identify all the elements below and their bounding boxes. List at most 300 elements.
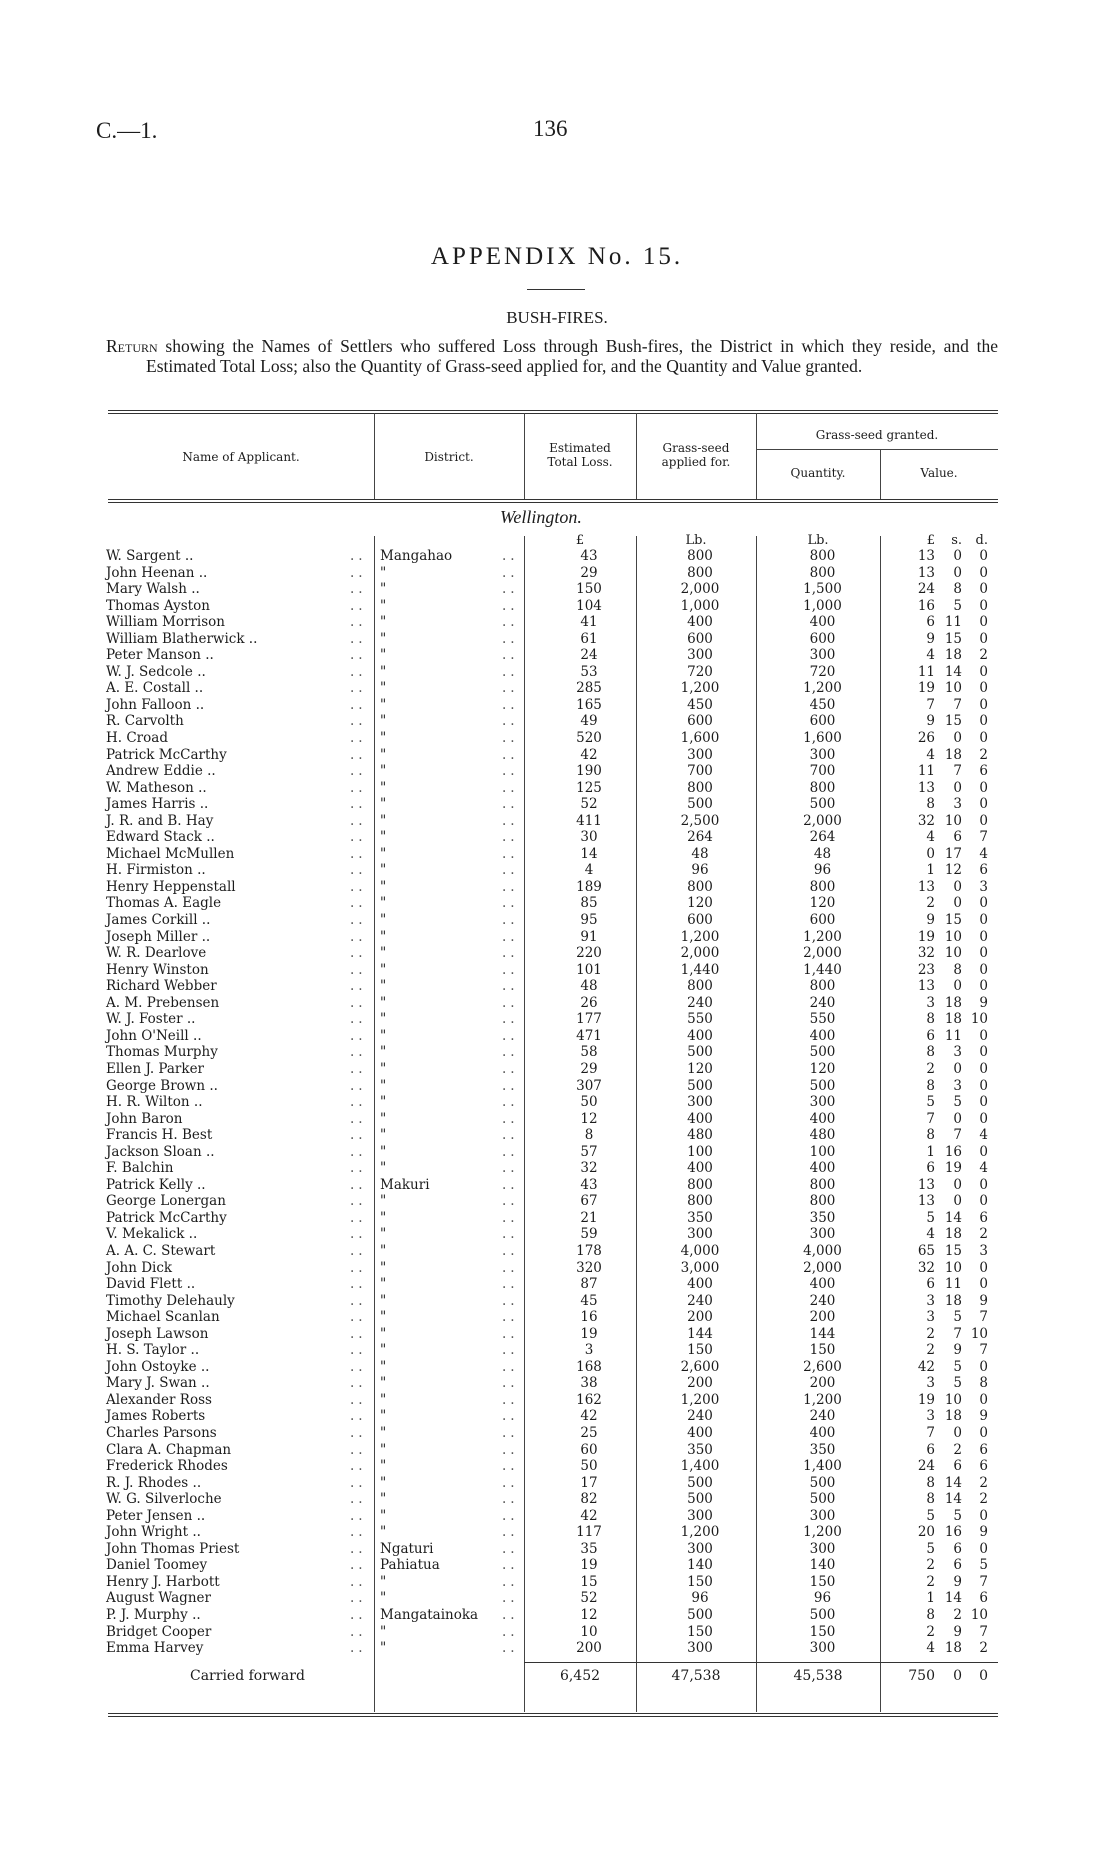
value-pounds: 2 <box>926 1573 935 1590</box>
seed-quantity-granted: 400 <box>809 1160 836 1177</box>
value-pounds: 8 <box>926 1044 935 1061</box>
leader-dots: .. <box>502 746 519 763</box>
estimated-loss: 101 <box>576 961 602 978</box>
applicant-name: Michael McMullen <box>106 845 235 862</box>
applicant-name: Mary Walsh .. <box>106 581 200 598</box>
estimated-loss: 52 <box>580 796 598 813</box>
value-shillings: 5 <box>953 1375 962 1392</box>
leader-dots: .. <box>350 779 367 796</box>
value-pence: 0 <box>979 614 988 631</box>
applicant-name: R. J. Rhodes .. <box>106 1474 202 1491</box>
value-shillings: 11 <box>944 1276 962 1293</box>
seed-applied: 500 <box>687 1044 713 1061</box>
leader-dots: .. <box>350 994 367 1011</box>
leader-dots: .. <box>350 1127 367 1144</box>
value-shillings: 5 <box>953 1309 962 1326</box>
leader-dots: .. <box>502 1474 519 1491</box>
estimated-loss: 16 <box>580 1309 598 1326</box>
estimated-loss: 42 <box>580 1507 598 1524</box>
estimated-loss: 61 <box>580 630 598 647</box>
district-name: " <box>380 1408 387 1425</box>
table-row <box>0 1127 1114 1144</box>
seed-quantity-granted: 300 <box>809 746 836 763</box>
applicant-name: Andrew Eddie .. <box>106 763 216 780</box>
leader-dots: .. <box>502 1441 519 1458</box>
value-pence: 0 <box>979 961 988 978</box>
seed-applied: 400 <box>687 1027 713 1044</box>
estimated-loss: 29 <box>580 564 598 581</box>
applicant-name: Edward Stack .. <box>106 829 215 846</box>
value-pence: 0 <box>979 663 988 680</box>
estimated-loss: 177 <box>576 1011 602 1028</box>
seed-applied: 300 <box>687 647 713 664</box>
leader-dots: .. <box>350 1077 367 1094</box>
table-top-rule-inner <box>108 413 998 414</box>
value-pounds: 24 <box>917 1458 935 1475</box>
seed-quantity-granted: 800 <box>809 779 836 796</box>
applicant-name: W. Sargent .. <box>106 548 194 564</box>
district-name: " <box>380 1342 387 1359</box>
leader-dots: .. <box>502 564 519 581</box>
value-pence: 9 <box>979 1408 988 1425</box>
estimated-loss: 4 <box>584 862 594 879</box>
table-row <box>0 1491 1114 1508</box>
value-pounds: 4 <box>926 1226 935 1243</box>
value-pence: 0 <box>979 630 988 647</box>
table-row <box>0 1392 1114 1409</box>
leader-dots: .. <box>350 1623 367 1640</box>
total-rule-loss <box>524 1662 636 1663</box>
seed-quantity-granted: 2,600 <box>803 1358 842 1375</box>
value-shillings: 14 <box>944 1474 962 1491</box>
value-shillings: 0 <box>953 978 962 995</box>
column-divider <box>756 413 757 499</box>
unit-loss: £ <box>575 533 585 548</box>
estimated-loss: 220 <box>576 945 602 962</box>
leader-dots: .. <box>502 928 519 945</box>
seed-applied: 800 <box>687 978 713 995</box>
value-pounds: 4 <box>926 829 935 846</box>
table-row <box>0 1078 1114 1095</box>
district-name: " <box>380 630 387 647</box>
col-header-loss-line1: Estimated <box>549 441 611 455</box>
applicant-name: George Lonergan <box>106 1193 226 1210</box>
value-pence: 0 <box>979 564 988 581</box>
value-pounds: 2 <box>926 1623 935 1640</box>
district-name: " <box>380 961 387 978</box>
leader-dots: .. <box>350 1309 367 1326</box>
table-row <box>0 995 1114 1012</box>
seed-applied: 300 <box>687 1540 713 1557</box>
value-pence: 9 <box>979 1292 988 1309</box>
seed-applied: 150 <box>687 1623 713 1640</box>
applicant-name: John Ostoyke .. <box>106 1358 210 1375</box>
value-pounds: 5 <box>926 1507 935 1524</box>
district-name: " <box>380 1590 387 1607</box>
value-pounds: 3 <box>926 1292 935 1309</box>
seed-quantity-granted: 350 <box>809 1441 836 1458</box>
value-pence: 0 <box>979 730 988 747</box>
col-header-name: Name of Applicant. <box>182 450 300 464</box>
value-pounds: 20 <box>917 1524 935 1541</box>
leader-dots: .. <box>350 1259 367 1276</box>
applicant-name: Henry J. Harbott <box>106 1573 220 1590</box>
district-name: " <box>380 945 387 962</box>
table-bottom-rule-inner <box>108 1716 998 1717</box>
value-pounds: 6 <box>926 1276 935 1293</box>
value-shillings: 11 <box>944 1027 962 1044</box>
seed-applied: 400 <box>687 1424 713 1441</box>
table-row <box>0 747 1114 764</box>
value-shillings: 14 <box>944 1590 962 1607</box>
seed-quantity-granted: 600 <box>809 713 836 730</box>
seed-applied: 800 <box>687 1193 713 1210</box>
value-shillings: 17 <box>944 845 962 862</box>
applicant-name: Henry Heppenstall <box>106 878 236 895</box>
district-name: " <box>380 1441 387 1458</box>
seed-quantity-granted: 800 <box>809 878 836 895</box>
seed-quantity-granted: 4,000 <box>803 1242 842 1259</box>
table-row <box>0 1425 1114 1442</box>
seed-quantity-granted: 500 <box>809 1044 836 1061</box>
value-pounds: 4 <box>926 647 935 664</box>
leader-dots: .. <box>350 1226 367 1243</box>
table-row <box>0 945 1114 962</box>
applicant-name: Clara A. Chapman <box>106 1441 232 1458</box>
value-shillings: 18 <box>944 1640 962 1657</box>
table-row <box>0 1177 1114 1194</box>
unit-shillings: s. <box>951 533 962 548</box>
district-name: " <box>380 1226 387 1243</box>
estimated-loss: 59 <box>580 1226 598 1243</box>
seed-applied: 800 <box>687 878 713 895</box>
value-pence: 10 <box>970 1325 988 1342</box>
carried-forward-label: Carried forward <box>190 1668 305 1684</box>
estimated-loss: 25 <box>580 1424 598 1441</box>
leader-dots: .. <box>502 1276 519 1293</box>
seed-applied: 4,000 <box>680 1242 720 1259</box>
applicant-name: Mary J. Swan .. <box>106 1375 210 1392</box>
leader-dots: .. <box>502 663 519 680</box>
value-pence: 0 <box>979 928 988 945</box>
leader-dots: .. <box>350 796 367 813</box>
value-shillings: 9 <box>953 1573 962 1590</box>
leader-dots: .. <box>350 1110 367 1127</box>
estimated-loss: 15 <box>580 1573 598 1590</box>
leader-dots: .. <box>502 548 519 564</box>
col-header-loss <box>524 441 636 469</box>
value-shillings: 3 <box>953 1044 962 1061</box>
district-name: " <box>380 928 387 945</box>
value-pence: 10 <box>970 1011 988 1028</box>
value-pence: 0 <box>979 1259 988 1276</box>
seed-applied: 500 <box>687 1491 713 1508</box>
table-row <box>0 1590 1114 1607</box>
leader-dots: .. <box>350 1640 367 1657</box>
table-row <box>0 962 1114 979</box>
table-row <box>0 614 1114 631</box>
leader-dots: .. <box>350 1242 367 1259</box>
estimated-loss: 12 <box>580 1110 598 1127</box>
value-pence: 0 <box>979 1193 988 1210</box>
value-pounds: 24 <box>917 581 935 598</box>
estimated-loss: 19 <box>580 1557 598 1574</box>
seed-quantity-granted: 48 <box>813 845 832 862</box>
estimated-loss: 189 <box>576 878 602 895</box>
estimated-loss: 411 <box>576 812 602 829</box>
col-header-loss-line2: Total Loss. <box>547 455 613 469</box>
value-pounds: 3 <box>926 1408 935 1425</box>
value-pounds: 6 <box>926 1160 935 1177</box>
district-name: " <box>380 1325 387 1342</box>
title-divider <box>527 289 585 290</box>
value-pounds: 19 <box>917 680 935 697</box>
value-pounds: 9 <box>926 912 935 929</box>
total-pence: 0 <box>979 1668 988 1684</box>
value-shillings: 15 <box>944 912 962 929</box>
value-shillings: 6 <box>953 829 962 846</box>
seed-applied: 300 <box>687 1507 713 1524</box>
leader-dots: .. <box>350 1441 367 1458</box>
leader-dots: .. <box>350 1011 367 1028</box>
col-header-quantity: Quantity. <box>790 466 846 480</box>
district-name: " <box>380 1193 387 1210</box>
value-shillings: 18 <box>944 994 962 1011</box>
value-shillings: 2 <box>953 1607 962 1623</box>
value-pence: 0 <box>979 912 988 929</box>
return-description <box>108 336 998 376</box>
leader-dots: .. <box>502 862 519 879</box>
value-pounds: 1 <box>926 1143 935 1160</box>
district-name: " <box>380 581 387 598</box>
seed-applied: 1,600 <box>680 730 720 747</box>
seed-quantity-granted: 800 <box>809 978 836 995</box>
value-pence: 5 <box>979 1557 988 1574</box>
applicant-name: John Wright .. <box>106 1524 201 1541</box>
seed-applied: 1,400 <box>680 1458 720 1475</box>
seed-quantity-granted: 400 <box>809 1424 836 1441</box>
estimated-loss: 49 <box>580 713 598 730</box>
district-name: Mangatainoka <box>380 1607 479 1623</box>
district-name: " <box>380 895 387 912</box>
district-name: " <box>380 1491 387 1508</box>
seed-applied: 450 <box>687 696 713 713</box>
district-name: Ngaturi <box>380 1540 434 1557</box>
seed-applied: 550 <box>687 1011 713 1028</box>
table-row <box>0 1508 1114 1525</box>
district-name: " <box>380 1474 387 1491</box>
table-row <box>0 1475 1114 1492</box>
estimated-loss: 12 <box>580 1607 598 1623</box>
leader-dots: .. <box>350 1342 367 1359</box>
unit-applied: Lb. <box>685 533 707 548</box>
seed-quantity-granted: 240 <box>809 994 836 1011</box>
applicant-name: J. R. and B. Hay <box>106 812 214 829</box>
leader-dots: .. <box>350 1193 367 1210</box>
estimated-loss: 190 <box>576 763 602 780</box>
table-row <box>0 1326 1114 1343</box>
leader-dots: .. <box>350 696 367 713</box>
leader-dots: .. <box>350 614 367 631</box>
table-row <box>0 1359 1114 1376</box>
applicant-name: Richard Webber <box>106 978 217 995</box>
leader-dots: .. <box>350 763 367 780</box>
seed-applied: 140 <box>687 1557 713 1574</box>
value-shillings: 10 <box>944 945 962 962</box>
leader-dots: .. <box>502 647 519 664</box>
leader-dots: .. <box>350 1573 367 1590</box>
value-shillings: 3 <box>953 1077 962 1094</box>
leader-dots: .. <box>502 696 519 713</box>
seed-quantity-granted: 120 <box>809 895 836 912</box>
value-pence: 0 <box>979 1143 988 1160</box>
col-header-district: District. <box>424 450 474 464</box>
district-name: " <box>380 1524 387 1541</box>
applicant-name: John Thomas Priest <box>106 1540 240 1557</box>
applicant-name: A. M. Prebensen <box>106 994 220 1011</box>
value-pounds: 3 <box>926 1375 935 1392</box>
seed-applied: 1,000 <box>680 597 720 614</box>
estimated-loss: 30 <box>580 829 598 846</box>
leader-dots: .. <box>350 1424 367 1441</box>
district-name: " <box>380 1127 387 1144</box>
leader-dots: .. <box>502 812 519 829</box>
leader-dots: .. <box>350 1325 367 1342</box>
applicant-name: Francis H. Best <box>106 1127 213 1144</box>
value-shillings: 19 <box>944 1160 962 1177</box>
seed-applied: 240 <box>687 1408 713 1425</box>
table-row <box>0 548 1114 565</box>
applicant-name: Thomas A. Eagle <box>106 895 222 912</box>
applicant-name: H. S. Taylor .. <box>106 1342 200 1359</box>
table-row <box>0 1276 1114 1293</box>
table-row <box>0 1044 1114 1061</box>
value-pence: 6 <box>979 1209 988 1226</box>
district-name: " <box>380 994 387 1011</box>
seed-applied: 144 <box>687 1325 713 1342</box>
seed-quantity-granted: 144 <box>809 1325 836 1342</box>
applicant-name: W. J. Foster .. <box>106 1011 196 1028</box>
leader-dots: .. <box>502 1375 519 1392</box>
leader-dots: .. <box>502 878 519 895</box>
value-shillings: 10 <box>944 680 962 697</box>
value-shillings: 6 <box>953 1540 962 1557</box>
seed-applied: 480 <box>687 1127 713 1144</box>
value-pounds: 7 <box>926 1110 935 1127</box>
leader-dots: .. <box>502 1176 519 1193</box>
value-pence: 0 <box>979 1276 988 1293</box>
value-shillings: 18 <box>944 1292 962 1309</box>
leader-dots: .. <box>350 1358 367 1375</box>
value-shillings: 0 <box>953 1193 962 1210</box>
value-pence: 0 <box>979 581 988 598</box>
value-shillings: 14 <box>944 1209 962 1226</box>
seed-applied: 350 <box>687 1441 713 1458</box>
value-pounds: 8 <box>926 1077 935 1094</box>
value-shillings: 0 <box>953 1424 962 1441</box>
value-pounds: 32 <box>917 812 935 829</box>
value-shillings: 16 <box>944 1143 962 1160</box>
seed-applied: 300 <box>687 1094 713 1111</box>
leader-dots: .. <box>502 1540 519 1557</box>
table-row <box>0 1028 1114 1045</box>
leader-dots: .. <box>502 1640 519 1657</box>
table-row <box>0 796 1114 813</box>
estimated-loss: 52 <box>580 1590 598 1607</box>
seed-applied: 96 <box>691 1590 709 1607</box>
leader-dots: .. <box>502 895 519 912</box>
leader-dots: .. <box>502 680 519 697</box>
leader-dots: .. <box>502 912 519 929</box>
estimated-loss: 3 <box>584 1342 594 1359</box>
seed-applied: 600 <box>687 713 713 730</box>
leader-dots: .. <box>502 1209 519 1226</box>
leader-dots: .. <box>350 812 367 829</box>
seed-applied: 400 <box>687 1276 713 1293</box>
district-name: Mangahao <box>380 548 453 564</box>
applicant-name: Joseph Miller .. <box>106 928 211 945</box>
applicant-name: A. E. Costall .. <box>106 680 204 697</box>
value-pounds: 42 <box>917 1358 935 1375</box>
value-shillings: 18 <box>944 1226 962 1243</box>
seed-quantity-granted: 2,000 <box>803 1259 842 1276</box>
district-name: " <box>380 1276 387 1293</box>
estimated-loss: 82 <box>580 1491 598 1508</box>
leader-dots: .. <box>350 1044 367 1061</box>
applicant-name: Thomas Murphy <box>106 1044 218 1061</box>
estimated-loss: 162 <box>576 1391 602 1408</box>
estimated-loss: 60 <box>580 1441 598 1458</box>
applicant-name: Peter Manson .. <box>106 647 214 664</box>
value-pounds: 1 <box>926 1590 935 1607</box>
estimated-loss: 42 <box>580 1408 598 1425</box>
seed-quantity-granted: 200 <box>809 1375 836 1392</box>
estimated-loss: 168 <box>576 1358 602 1375</box>
district-name: " <box>380 978 387 995</box>
district-name: " <box>380 1094 387 1111</box>
leader-dots: .. <box>502 1391 519 1408</box>
col-header-value: Value. <box>920 466 958 480</box>
seed-quantity-granted: 600 <box>809 912 836 929</box>
district-name: " <box>380 1077 387 1094</box>
applicant-name: Thomas Ayston <box>106 597 210 614</box>
total-loss: 6,452 <box>559 1668 601 1684</box>
leader-dots: .. <box>350 680 367 697</box>
value-pounds: 9 <box>926 630 935 647</box>
granted-subheader-rule <box>756 449 998 450</box>
estimated-loss: 8 <box>584 1127 594 1144</box>
seed-quantity-granted: 2,000 <box>803 812 842 829</box>
estimated-loss: 17 <box>580 1474 598 1491</box>
value-pence: 0 <box>979 1176 988 1193</box>
district-name: " <box>380 1110 387 1127</box>
seed-quantity-granted: 264 <box>809 829 836 846</box>
value-shillings: 3 <box>953 796 962 813</box>
value-pounds: 32 <box>917 1259 935 1276</box>
value-pounds: 11 <box>917 663 935 680</box>
table-row <box>0 565 1114 582</box>
value-shillings: 8 <box>953 961 962 978</box>
return-text: showing the Names of Settlers who suffered Loss through Bush-fires, the District in which they reside, and the Estimated Total Loss; also the Quantity of Grass-seed applied for, and the Quantity and Value granted. <box>146 336 998 376</box>
seed-applied: 1,200 <box>680 680 720 697</box>
leader-dots: .. <box>502 1292 519 1309</box>
value-pence: 4 <box>979 1127 988 1144</box>
seed-quantity-granted: 400 <box>809 1027 836 1044</box>
value-shillings: 7 <box>953 696 962 713</box>
district-name: " <box>380 1424 387 1441</box>
total-rule-qty <box>756 1662 880 1663</box>
table-row <box>0 647 1114 664</box>
